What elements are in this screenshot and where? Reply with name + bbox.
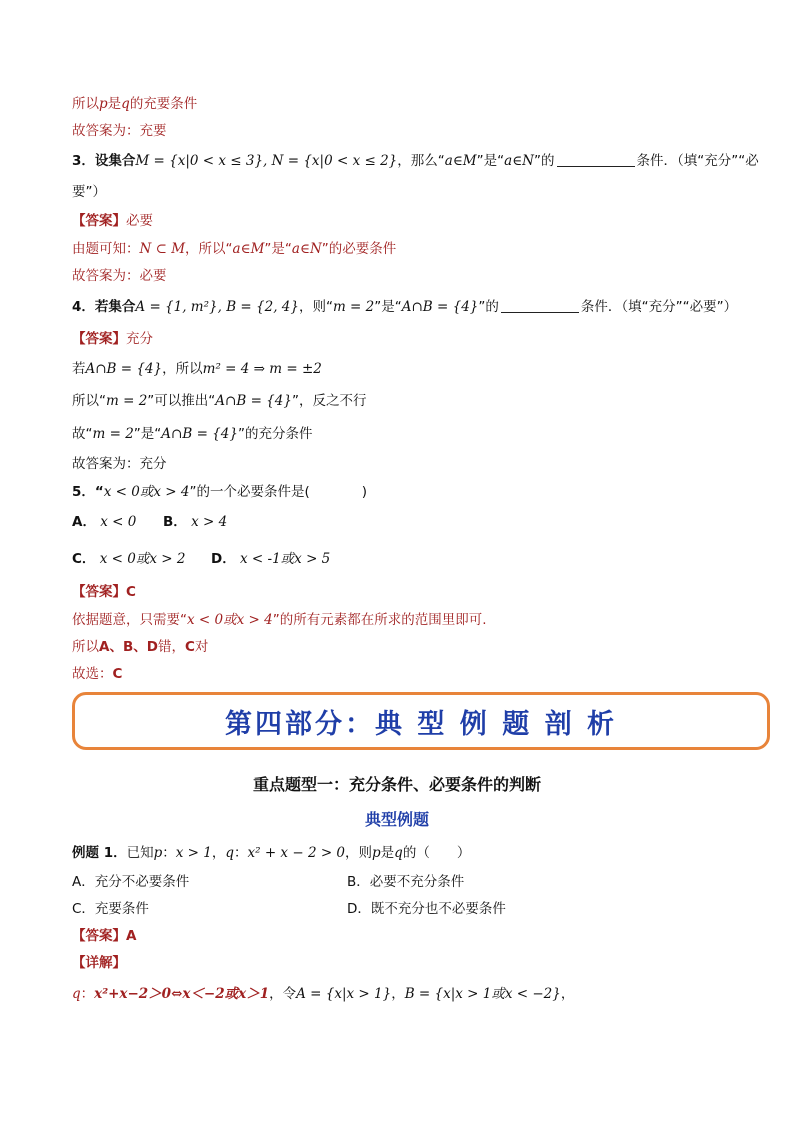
text: 错， (157, 639, 185, 655)
example-1-detail (72, 984, 574, 1004)
text: ”可以推出“ (147, 393, 216, 409)
math: a∈M (232, 241, 265, 257)
question-number: 5．“ (72, 484, 104, 500)
example-label: 例题 1． (72, 845, 127, 861)
answer-value: A (126, 928, 137, 944)
math-set: A = {1, m²}, B = {2, 4} (135, 299, 299, 315)
option-label: D． (211, 551, 236, 567)
text: 条件．（填“充分”“必要”） (580, 299, 738, 315)
math-set: M = {x|0 < x ≤ 3} (135, 153, 264, 169)
math: N ⊂ M (139, 241, 186, 257)
math: x < 0或x > 4 (103, 484, 190, 500)
math: a∈N (291, 241, 322, 257)
text: C (184, 639, 195, 655)
example-1-answer (72, 926, 136, 946)
answer-value: C (126, 584, 136, 600)
question-number: 3．设集合 (72, 153, 136, 169)
question-5-final (72, 664, 122, 684)
question-5-stem (72, 482, 367, 502)
answer-line: 故答案为：充要 (72, 123, 167, 139)
text: ”是“ (374, 299, 402, 315)
math: q (72, 986, 81, 1002)
math: x < 0 (100, 514, 137, 530)
text: ， (211, 845, 226, 861)
text: ： (162, 845, 176, 861)
math: x²+x−2＞0⇔x＜−2或x＞1 (94, 986, 270, 1002)
math: q (225, 845, 235, 861)
math: m = 2 (332, 299, 375, 315)
math: m² = 4 ⇒ m = ±2 (202, 361, 322, 377)
text: ) (361, 484, 368, 500)
text: ”的所有元素都在所求的范围里即可. (272, 612, 487, 628)
answer-value: 充分 (126, 331, 153, 347)
math: m = 2 (106, 393, 148, 409)
section-subheading: 典型例题 (364, 810, 429, 829)
answer-tag: 【答案】 (72, 331, 126, 347)
math: p (372, 845, 381, 861)
question-3-reason (72, 239, 396, 259)
text: ，令 (269, 986, 297, 1002)
math: A∩B = {4} (215, 393, 292, 409)
option-d (211, 549, 330, 569)
text: ，则“ (298, 299, 333, 315)
question-4-reason-2 (72, 391, 366, 411)
math: B = {x|x > 1或x < −2} (404, 986, 561, 1002)
text: 所以“ (72, 393, 106, 409)
example-option-c: C．充要条件 (72, 901, 149, 917)
math: a∈N (504, 153, 534, 169)
question-5-answer (72, 582, 136, 602)
math: A∩B = {4} (85, 361, 163, 377)
text: 故“ (72, 426, 93, 442)
option-label: B． (163, 514, 187, 530)
question-4-reason-1 (72, 359, 322, 379)
example-option-b: B．必要不充分条件 (347, 874, 465, 890)
question-3-answer (72, 211, 153, 231)
text: 条件．（填“充分”“必 (636, 153, 759, 169)
text: 是 (380, 845, 395, 861)
question-4-stem (72, 297, 737, 317)
math: x > 4 (191, 514, 228, 530)
answer-value: 必要 (126, 213, 153, 229)
math-set: , N = {x|0 < x ≤ 2} (263, 153, 398, 169)
question-3-stem (72, 151, 759, 171)
text: ， (560, 986, 575, 1002)
option-b (163, 512, 227, 532)
example-1-stem (72, 843, 470, 863)
text: ”的 (534, 153, 555, 169)
text: ，那么“ (397, 153, 445, 169)
math-p: p (99, 96, 108, 112)
math: A∩B = {4} (401, 299, 479, 315)
text: 依据题意，只需要“ (72, 612, 187, 628)
text: ： (80, 986, 95, 1002)
math: p (153, 845, 163, 861)
text: ，则 (345, 845, 373, 861)
option-a (72, 512, 136, 532)
answer-tag: 【答案】 (72, 584, 126, 600)
text: ”是“ (264, 241, 292, 257)
math: A∩B = {4} (161, 426, 238, 442)
text: A、B、D (99, 639, 158, 655)
question-4-answer (72, 329, 153, 349)
math: m = 2 (92, 426, 134, 442)
question-4-reason-3 (72, 424, 312, 444)
math-q: q (121, 96, 130, 112)
text: 的（ ） (402, 845, 471, 861)
section-banner (72, 692, 770, 750)
conclusion-line (72, 94, 197, 114)
text: ”是“ (476, 153, 505, 169)
text: 若 (72, 361, 86, 377)
text: 对 (194, 639, 209, 655)
text: ”的 (478, 299, 499, 315)
question-4-final: 故答案为：充分 (72, 456, 167, 472)
math: x > 1 (175, 845, 212, 861)
text: ， (391, 986, 405, 1002)
math: x² + x − 2 > 0 (247, 845, 346, 861)
option-label: A． (72, 514, 96, 530)
math: x < -1或x > 5 (240, 551, 331, 567)
text: 故选： (72, 666, 113, 682)
text: ”是“ (133, 426, 162, 442)
text: ”的充分条件 (237, 426, 313, 442)
fill-blank (557, 152, 635, 167)
option-label: C． (72, 551, 96, 567)
text: ”的一个必要条件是( (189, 484, 310, 500)
text: ，所以“ (185, 241, 233, 257)
text: ： (234, 845, 248, 861)
math: a∈M (444, 153, 477, 169)
text: ”的必要条件 (321, 241, 397, 257)
example-option-a: A．充分不必要条件 (72, 874, 190, 890)
banner-title: 第四部分：典 型 例 题 剖 析 (225, 708, 617, 740)
text: 的充要条件 (129, 96, 198, 112)
text: 所以 (72, 639, 99, 655)
text: 所以 (72, 96, 99, 112)
answer-tag: 【答案】 (72, 213, 126, 229)
text: ”，反之不行 (291, 393, 367, 409)
text: 是 (107, 96, 122, 112)
text: 由题可知： (72, 241, 140, 257)
example-option-d: D．既不充分也不必要条件 (347, 901, 506, 917)
math: x < 0或x > 4 (187, 612, 273, 628)
example-1-detail-tag: 【详解】 (72, 955, 126, 971)
answer-tag: 【答案】 (72, 928, 126, 944)
text: C (112, 666, 123, 682)
text: 已知 (126, 845, 154, 861)
question-number: 4．若集合 (72, 299, 136, 315)
section-heading: 重点题型一：充分条件、必要条件的判断 (252, 775, 541, 794)
math: x < 0或x > 2 (99, 551, 186, 567)
question-5-reason-2 (72, 637, 208, 657)
text: ，所以 (162, 361, 203, 377)
fill-blank (501, 298, 579, 313)
option-c (72, 549, 185, 569)
question-5-reason (72, 610, 487, 630)
math: q (394, 845, 403, 861)
question-3-final: 故答案为：必要 (72, 268, 167, 284)
question-3-stem-cont: 要”） (72, 184, 106, 200)
math: A = {x|x > 1} (296, 986, 392, 1002)
